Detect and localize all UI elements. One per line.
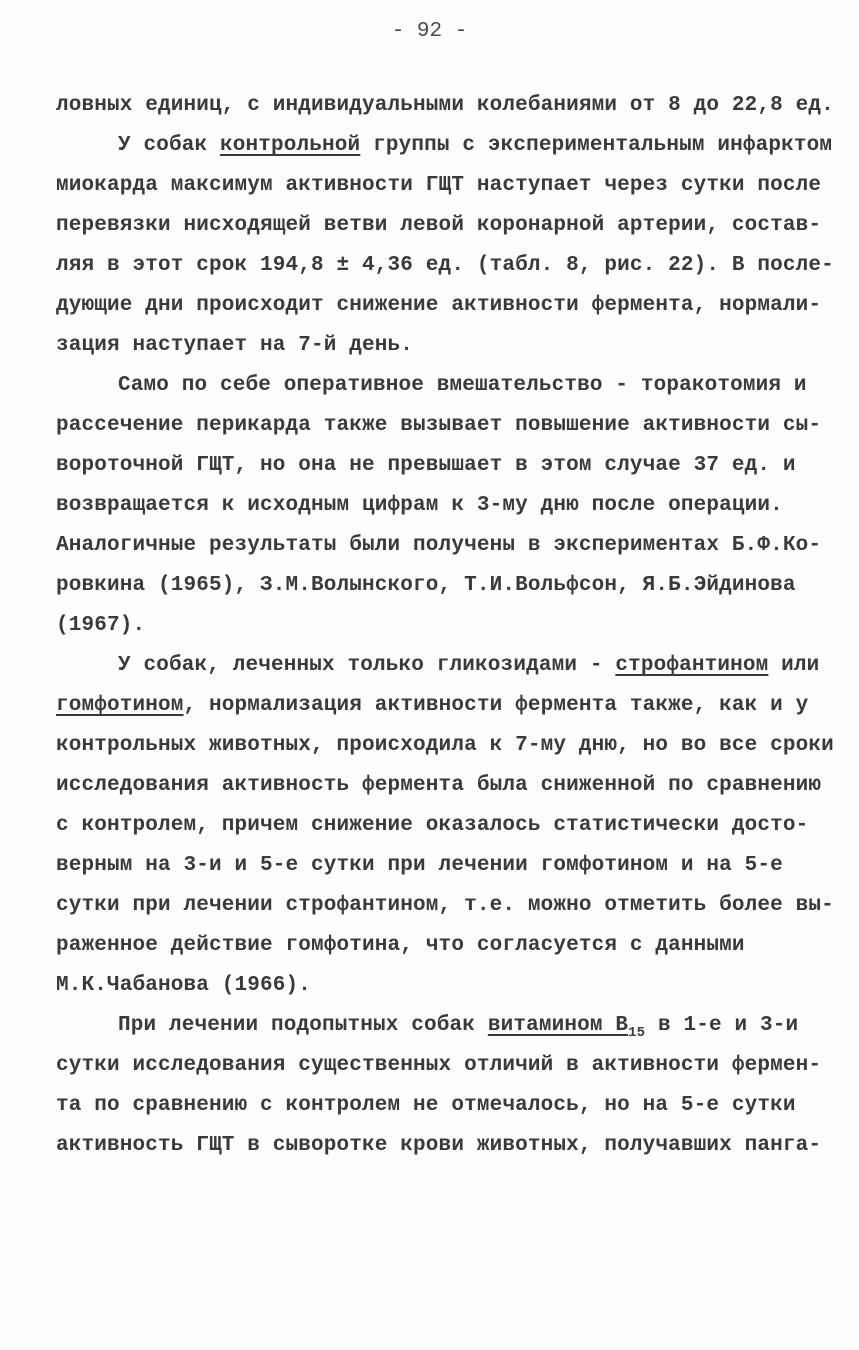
text-line: исследования активность фермента была сниженной по сравнению xyxy=(56,774,822,797)
text-line: та по сравнению с контролем не отмечалось, но на 5-е сутки xyxy=(56,1094,796,1117)
text-line: контрольных животных, происходила к 7-му дню, но во все сроки xyxy=(56,734,834,757)
text-line: верным на 3-и и 5-е сутки при лечении гомфотином и на 5-е xyxy=(56,854,783,877)
text-line: гомфотином, нормализация активности фермента также, как и у xyxy=(56,694,809,717)
text-line: М.К.Чабанова (1966). xyxy=(56,974,312,997)
underlined-term: строфантином xyxy=(615,654,769,677)
text-line: вороточной ГЩТ, но она не превышает в этом случае 37 ед. и xyxy=(56,454,796,477)
text-line: При лечении подопытных собак витамином $B_{15}$ в 1-е и 3-и xyxy=(118,1014,799,1041)
text-line: зация наступает на 7-й день. xyxy=(56,334,414,357)
underlined-term: витамином $B_{15}$ xyxy=(487,1014,646,1041)
text-line: активность ГЩТ в сыворотке крови животных, получавших панга- xyxy=(56,1134,822,1157)
text-line: Само по себе оперативное вмешательство - торакотомия и xyxy=(118,374,807,397)
text-line: с контролем, причем снижение оказалось статистически досто- xyxy=(56,814,809,837)
text-line: миокарда максимум активности ГЩТ наступает через сутки после xyxy=(56,174,822,197)
text-line: ровкина (1965), З.М.Волынского, Т.И.Вольфсон, Я.Б.Эйдинова xyxy=(56,574,796,597)
text-line: Аналогичные результаты были получены в экспериментах Б.Ф.Ко- xyxy=(56,534,822,557)
text-line: сутки при лечении строфантином, т.е. можно отметить более вы- xyxy=(56,894,834,917)
text-line: ляя в этот срок 194,8 ± 4,36 ед. (табл. 8, рис. 22). В после- xyxy=(56,254,834,277)
text-line: дующие дни происходит снижение активности фермента, нормали- xyxy=(56,294,822,317)
underlined-term: контрольной xyxy=(220,134,361,157)
text-line: У собак контрольной группы с экспериментальным инфарктом xyxy=(118,134,833,157)
text-line: сутки исследования существенных отличий в активности фермен- xyxy=(56,1054,822,1077)
text-line: перевязки нисходящей ветви левой коронарной артерии, состав- xyxy=(56,214,822,237)
text-line: (1967). xyxy=(56,614,146,637)
underlined-term: гомфотином xyxy=(56,694,184,717)
text-line: У собак, леченных только гликозидами - строфантином или xyxy=(118,654,820,677)
page-number: - 92 - xyxy=(391,20,468,43)
text-line: ловных единиц, с индивидуальными колебаниями от 8 до 22,8 ед. xyxy=(56,94,834,117)
text-line: раженное действие гомфотина, что согласуется с данными xyxy=(56,934,745,957)
text-line: рассечение перикарда также вызывает повышение активности сы- xyxy=(56,414,822,437)
text-line: возвращается к исходным цифрам к 3-му дню после операции. xyxy=(56,494,783,517)
